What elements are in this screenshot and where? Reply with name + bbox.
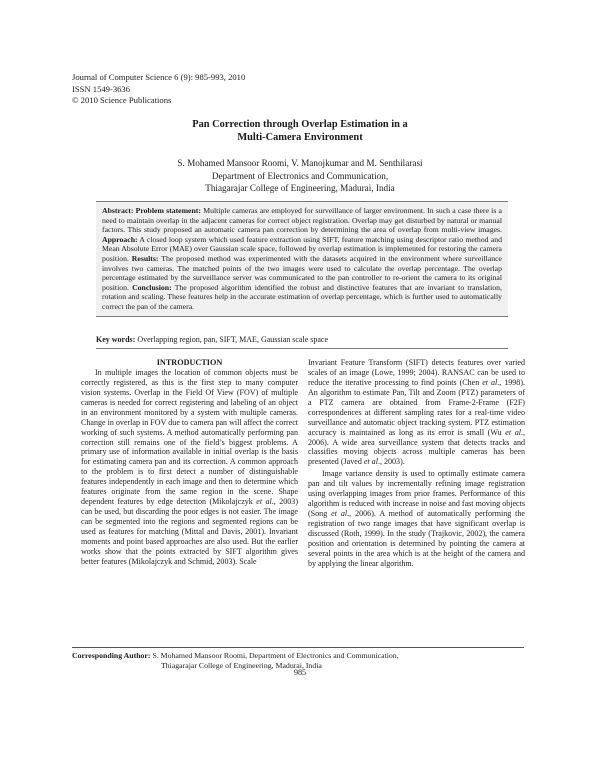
intro-p1-etal: et al [256,497,272,507]
abstract-box [96,201,508,317]
abstract-problem-text: Multiple cameras are employed for surveillance of larger environment. In such a case there is a need to maintain overlap in the adjacent cameras for correct object registration. Overlap may get disturbed by natural or manual factors. This study proposed an automatic camera pan correction by determining the area of overlap from multi-view images. [102,206,502,235]
right-p1-part-c: ., 2006). A wide area surveillance system that detects tracks and classifies moving objects across multiple cameras has been presented (Javed [308,427,526,467]
author-institution: Thiagarajar College of Engineering, Madurai, India [205,183,395,194]
right-p1-part-a: Invariant Feature Transform (SIFT) detects features over varied scales of an image (Lowe, 1999; 2004). RANSAC can be used to reduce the iterative processing to find points (Chen [308,358,525,387]
journal-header [72,72,245,107]
intro-p1-part-a: In multiple images the location of common objects must be correctly registered, as this is the first step to many computer vision systems. Overlap in the Field Of View (FOV) of multiple cameras is needed for correct registering and labeling of an object in an environment monitored by a system with multiple cameras. Change in overlap in FOV due to camera pan will affect the correct working of such systems. A method automatically performing pan correction still remains one of the field’s biggest problems. A primary use of information available in initial overlap is the basis for estimating camera pan and its correction. A common approach to the problem is to first detect a number of distinguishable features independently in each image and then to determine which features originate from the same region in the scene. Shape dependent features by edge detection (Mikolajczyk [81,367,298,507]
right-p2-part-a: Image variance density is used to optimally estimate camera pan and tilt values by incrementally refining image registration using overlapping images from prior frames. Performance of this algorithm is reduced with increase in noise and fast moving objects (Song [308,469,525,519]
keywords-text: Overlapping region, pan, SIFT, MAE, Gaussian scale space [135,335,329,344]
page-number: 985 [293,668,307,677]
title-line-1: Pan Correction through Overlap Estimation in a [192,119,408,130]
author-names: S. Mohamed Mansoor Roomi, V. Manojkumar and M. Senthilarasi [177,158,423,168]
right-p2-etal: et al [331,509,348,519]
right-p1-etal-3: et al [363,457,378,467]
abstract-approach-label: Approach: [102,234,138,244]
right-column [308,358,525,569]
journal-citation: Journal of Computer Science 6 (9): 985-993, 2010 [72,72,246,82]
journal-issn: ISSN 1549-3636 [72,83,131,94]
right-p1-etal-2: et al [505,427,521,437]
right-p1-part-d: ., 2003). [377,457,405,467]
right-paragraph-2 [308,469,525,568]
author-department: Department of Electronics and Communication, [211,170,389,181]
author-block [0,157,600,195]
intro-paragraph-1 [81,368,298,567]
left-column [81,358,298,567]
intro-p1-part-b: ., 2003) can be used, but discarding the poor edges is not easier. The image can be segmented into the regions and segmented regions can be used as features for matching (Mittal and Davis, 2001). Invariant moments and point based approaches are also used. But the earlier works show that the points extracted by SIFT algorithm gives better features (Mikolajczyk and Schmid, 2003). Scale [81,497,299,566]
right-paragraph-1 [308,358,525,467]
journal-copyright: © 2010 Science Publications [72,95,172,106]
abstract-conclusion-text: The proposed algorithm identified the robust and distinctive features that are invariant to translation, rotation and scaling. These features help in the accurate estimation of overlap percentage, which is further used to automatically correct the pan of the camera. [102,282,502,311]
right-p2-part-b: ., 2006). A method of automatically performing the registration of two range images that have significant overlap is discussed (Roth, 1999). In the study (Trajkovic, 2002), the camera position and orientation is determined by pointing the camera at several points in the area which is at the height of the camera and by applying the linear algorithm. [308,509,526,568]
corresponding-author-line-2: Thiagarajar College of Engineering, Madurai, India [161,661,322,670]
abstract-results-label: Results: [128,253,159,263]
abstract-problem-label: Abstract: Problem statement: [102,206,201,215]
right-p1-part-b: ., 1998). An algorithm to estimate Pan, Tilt and Zoom (PTZ) parameters of a PTZ camera are obtained from Frame-2-Frame (F2F) correspondences at different sampling rates for a real-time video surveillance and automatic object tracking system. PTZ estimation accuracy is maintained as long as its error is small (Wu [308,377,526,437]
abstract-approach-text: A closed loop system which used feature extraction using SIFT, feature matching using descriptor ratio method and Mean Absolute Error (MAE) over Gaussian scale space, followed by overlap estimation is implemented for restoring the camera position. [102,234,502,263]
corresponding-author-line-1: S. Mohamed Mansoor Roomi, Department of Electronics and Communication, [150,651,399,660]
abstract-conclusion-label: Conclusion: [128,282,172,292]
title-line-2: Multi-Camera Environment [237,132,363,143]
keywords-label: Key words: [96,335,136,344]
abstract-results-text: The proposed method was experimented with the datasets acquired in the environment where surveillance involves two cameras. The matched points of the two images were used to calculate the overlap percentage. The overlap percentage estimated by the surveillance server was communicated to the pan controller to re-orient the camera to its original position. [102,253,502,292]
introduction-heading: INTRODUCTION [156,358,223,367]
abstract-text [102,206,502,312]
corresponding-author-label: Corresponding Author: [72,651,151,660]
keywords-line [96,333,508,349]
right-p1-etal-1: et al [482,377,498,387]
paper-title [0,118,600,144]
